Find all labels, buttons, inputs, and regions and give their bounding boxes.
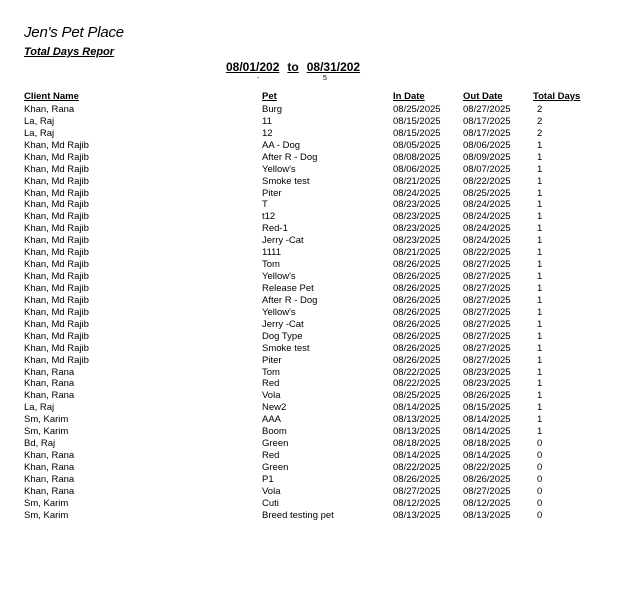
client-cell: Khan, Md Rajib [24, 247, 89, 259]
table-row [0, 355, 624, 367]
table-row [0, 378, 624, 390]
client-cell: Khan, Md Rajib [24, 271, 89, 282]
out-date-cell: 08/24/2025 [463, 211, 511, 223]
client-cell: Khan, Md Rajib [24, 342, 89, 354]
table-row [0, 402, 624, 414]
total-days-cell: 1 [537, 247, 543, 259]
in-date-cell: 08/26/2025 [393, 318, 441, 330]
client-cell: Khan, Md Rajib [24, 199, 89, 211]
out-date-cell: 08/27/2025 [463, 294, 511, 306]
table-row [0, 164, 624, 176]
out-date-cell: 08/27/2025 [463, 330, 511, 342]
client-cell: Sm, Karim [24, 497, 69, 509]
in-date-cell: 08/15/2025 [393, 115, 441, 127]
total-days-cell: 0 [537, 485, 543, 497]
total-days-cell: 1 [537, 366, 543, 378]
out-date-cell: 08/27/2025 [463, 306, 511, 318]
table-row [0, 247, 624, 259]
pet-cell: P1 [262, 473, 274, 485]
client-cell: Khan, Md Rajib [24, 259, 89, 271]
table-row [0, 271, 624, 283]
table-row [0, 486, 624, 498]
client-cell: La, Raj [24, 402, 55, 414]
out-date-cell: 08/27/2025 [463, 342, 511, 354]
pet-cell: Piter [262, 354, 282, 366]
in-date-cell: 08/23/2025 [393, 199, 441, 211]
total-days-cell: 1 [537, 306, 543, 318]
in-date-cell: 08/26/2025 [393, 330, 441, 342]
in-date-cell: 08/24/2025 [393, 187, 441, 199]
pet-cell: After R - Dog [262, 151, 318, 163]
client-cell: La, Raj [24, 115, 55, 127]
client-cell: Khan, Rana [24, 366, 75, 378]
out-date-cell: 08/17/2025 [463, 115, 511, 127]
out-date-cell: 08/27/2025 [463, 354, 511, 366]
pet-cell: Vola [262, 485, 281, 497]
pet-cell: Burg [262, 104, 283, 115]
out-date-cell: 08/27/2025 [463, 485, 511, 497]
in-date-cell: 08/25/2025 [393, 390, 441, 402]
pet-cell: Jerry -Cat [262, 235, 304, 247]
total-days-cell: 1 [537, 163, 543, 175]
total-days-cell: 2 [537, 104, 543, 115]
out-date-cell: 08/27/2025 [463, 104, 511, 115]
out-date-cell: 08/24/2025 [463, 223, 511, 235]
table-row [0, 498, 624, 510]
in-date-cell: 08/26/2025 [393, 342, 441, 354]
total-days-cell: 1 [537, 175, 543, 187]
total-days-cell: 1 [537, 271, 543, 282]
pet-cell: Tom [262, 366, 280, 378]
out-date-cell: 08/26/2025 [463, 473, 511, 485]
total-days-cell: 1 [537, 402, 543, 414]
header-total-days: Total Days [533, 91, 581, 102]
out-date-cell: 08/12/2025 [463, 497, 511, 509]
client-cell: Khan, Md Rajib [24, 223, 89, 235]
pet-cell: Tom [262, 259, 280, 271]
total-days-cell: 1 [537, 259, 543, 271]
out-date-cell: 08/14/2025 [463, 426, 511, 438]
in-date-cell: 08/26/2025 [393, 271, 441, 282]
table-row [0, 390, 624, 402]
in-date-cell: 08/26/2025 [393, 354, 441, 366]
out-date-cell: 08/25/2025 [463, 187, 511, 199]
total-days-cell: 0 [537, 438, 543, 449]
out-date-cell: 08/27/2025 [463, 259, 511, 271]
total-days-cell: 0 [537, 509, 543, 521]
out-date-cell: 08/26/2025 [463, 390, 511, 402]
table-row [0, 128, 624, 140]
out-date-cell: 08/23/2025 [463, 366, 511, 378]
table-row [0, 176, 624, 188]
client-cell: Khan, Md Rajib [24, 306, 89, 318]
table-row [0, 414, 624, 426]
out-date-cell: 08/07/2025 [463, 163, 511, 175]
client-cell: Khan, Rana [24, 390, 75, 402]
in-date-cell: 08/08/2025 [393, 151, 441, 163]
total-days-cell: 1 [537, 151, 543, 163]
out-date-cell: 08/22/2025 [463, 175, 511, 187]
pet-cell: Green [262, 438, 289, 449]
total-days-cell: 1 [537, 199, 543, 211]
total-days-cell: 0 [537, 497, 543, 509]
in-date-cell: 08/26/2025 [393, 282, 441, 294]
start-date: 08/01/202 [226, 60, 280, 74]
pet-cell: AA - Dog [262, 139, 301, 151]
table-row [0, 235, 624, 247]
total-days-cell: 1 [537, 414, 543, 426]
total-days-cell: 1 [537, 139, 543, 151]
out-date-cell: 08/14/2025 [463, 414, 511, 426]
out-date-cell: 08/24/2025 [463, 199, 511, 211]
total-days-cell: 1 [537, 342, 543, 354]
table-row [0, 295, 624, 307]
client-cell: Khan, Rana [24, 461, 75, 473]
start-date-fragment: - [257, 75, 260, 82]
table-row [0, 307, 624, 319]
client-cell: Khan, Md Rajib [24, 163, 89, 175]
in-date-cell: 08/23/2025 [393, 211, 441, 223]
table-row [0, 474, 624, 486]
in-date-cell: 08/21/2025 [393, 175, 441, 187]
table-row [0, 211, 624, 223]
total-days-cell: 1 [537, 223, 543, 235]
total-days-cell: 2 [537, 127, 543, 139]
pet-cell: Smoke test [262, 175, 310, 187]
total-days-cell: 1 [537, 390, 543, 402]
pet-cell: 11 [262, 115, 272, 127]
pet-cell: Release Pet [262, 282, 314, 294]
company-name: Jen's Pet Place [24, 24, 124, 41]
pet-cell: Yellow's [262, 163, 296, 175]
table-row [0, 450, 624, 462]
total-days-cell: 1 [537, 211, 543, 223]
out-date-cell: 08/22/2025 [463, 461, 511, 473]
out-date-cell: 08/17/2025 [463, 127, 511, 139]
total-days-cell: 1 [537, 318, 543, 330]
in-date-cell: 08/13/2025 [393, 426, 441, 438]
pet-cell: 12 [262, 127, 273, 139]
total-days-cell: 0 [537, 473, 543, 485]
client-cell: Khan, Rana [24, 104, 75, 115]
in-date-cell: 08/26/2025 [393, 473, 441, 485]
pet-cell: Vola [262, 390, 281, 402]
in-date-cell: 08/26/2025 [393, 306, 441, 318]
pet-cell: Green [262, 461, 289, 473]
client-cell: Khan, Md Rajib [24, 330, 89, 342]
client-cell: Khan, Rana [24, 473, 75, 485]
client-cell: Sm, Karim [24, 509, 69, 521]
header-in-date: In Date [393, 91, 425, 102]
pet-cell: AAA [262, 414, 282, 426]
in-date-cell: 08/23/2025 [393, 235, 441, 247]
table-header [0, 91, 624, 103]
total-days-cell: 0 [537, 461, 543, 473]
table-row [0, 510, 624, 522]
in-date-cell: 08/18/2025 [393, 438, 441, 449]
out-date-cell: 08/27/2025 [463, 271, 511, 282]
pet-cell: Red [262, 450, 280, 461]
in-date-cell: 08/26/2025 [393, 259, 441, 271]
client-cell: Khan, Md Rajib [24, 151, 89, 163]
total-days-cell: 1 [537, 378, 543, 390]
pet-cell: Dog Type [262, 330, 303, 342]
in-date-cell: 08/12/2025 [393, 497, 441, 509]
in-date-cell: 08/23/2025 [393, 223, 441, 235]
pet-cell: T [262, 199, 268, 211]
total-days-cell: 1 [537, 426, 543, 438]
in-date-cell: 08/27/2025 [393, 485, 441, 497]
client-cell: Khan, Md Rajib [24, 139, 89, 151]
client-cell: Sm, Karim [24, 414, 69, 426]
in-date-cell: 08/22/2025 [393, 378, 441, 390]
total-days-cell: 1 [537, 354, 543, 366]
table-row [0, 283, 624, 295]
header-out-date: Out Date [463, 91, 503, 102]
in-date-cell: 08/22/2025 [393, 461, 441, 473]
in-date-cell: 08/06/2025 [393, 163, 441, 175]
total-days-cell: 1 [537, 330, 543, 342]
in-date-cell: 08/25/2025 [393, 104, 441, 115]
in-date-cell: 08/26/2025 [393, 294, 441, 306]
total-days-cell: 1 [537, 187, 543, 199]
header-pet: Pet [262, 91, 277, 102]
out-date-cell: 08/09/2025 [463, 151, 511, 163]
out-date-cell: 08/23/2025 [463, 378, 511, 390]
pet-cell: Jerry -Cat [262, 318, 304, 330]
client-cell: Khan, Rana [24, 450, 75, 461]
client-cell: Bd, Raj [24, 438, 56, 449]
out-date-cell: 08/06/2025 [463, 139, 511, 151]
header-client-name: Client Name [24, 91, 79, 102]
date-range [226, 60, 360, 74]
table-row [0, 462, 624, 474]
pet-cell: 1111 [262, 247, 282, 259]
pet-cell: Piter [262, 187, 282, 199]
in-date-cell: 08/13/2025 [393, 509, 441, 521]
out-date-cell: 08/14/2025 [463, 450, 511, 461]
table-row [0, 367, 624, 379]
pet-cell: Cuti [262, 497, 279, 509]
pet-cell: Breed testing pet [262, 509, 334, 521]
table-row [0, 104, 624, 116]
out-date-cell: 08/15/2025 [463, 402, 511, 414]
out-date-cell: 08/22/2025 [463, 247, 511, 259]
out-date-cell: 08/13/2025 [463, 509, 511, 521]
table-row [0, 438, 624, 450]
in-date-cell: 08/05/2025 [393, 139, 441, 151]
table-row [0, 140, 624, 152]
pet-cell: Yellow's [262, 306, 296, 318]
client-cell: Khan, Rana [24, 485, 75, 497]
out-date-cell: 08/18/2025 [463, 438, 511, 449]
client-cell: Khan, Md Rajib [24, 187, 89, 199]
table-row [0, 223, 624, 235]
pet-cell: Red [262, 378, 280, 390]
pet-cell: Yellow's [262, 271, 296, 282]
pet-cell: New2 [262, 402, 287, 414]
client-cell: Khan, Md Rajib [24, 354, 89, 366]
report-title: Total Days Repor [24, 46, 115, 58]
client-cell: Khan, Md Rajib [24, 318, 89, 330]
end-date: 08/31/202 [306, 60, 361, 74]
table-row [0, 331, 624, 343]
client-cell: Khan, Md Rajib [24, 282, 89, 294]
pet-cell: Boom [262, 426, 287, 438]
total-days-cell: 2 [537, 115, 543, 127]
in-date-cell: 08/14/2025 [393, 450, 441, 461]
out-date-cell: 08/27/2025 [463, 318, 511, 330]
pet-cell: Smoke test [262, 342, 310, 354]
table-row [0, 188, 624, 200]
table-row [0, 199, 624, 211]
client-cell: La, Raj [24, 127, 55, 139]
in-date-cell: 08/22/2025 [393, 366, 441, 378]
table-row [0, 152, 624, 164]
pet-cell: Red-1 [262, 223, 288, 235]
in-date-cell: 08/15/2025 [393, 127, 441, 139]
table-row [0, 426, 624, 438]
client-cell: Khan, Md Rajib [24, 211, 89, 223]
client-cell: Khan, Rana [24, 378, 75, 390]
client-cell: Khan, Md Rajib [24, 294, 89, 306]
client-cell: Khan, Md Rajib [24, 235, 89, 247]
in-date-cell: 08/14/2025 [393, 402, 441, 414]
to-label: to [287, 60, 299, 74]
total-days-cell: 1 [537, 282, 543, 294]
table-row [0, 116, 624, 128]
out-date-cell: 08/27/2025 [463, 282, 511, 294]
client-cell: Sm, Karim [24, 426, 69, 438]
table-row [0, 319, 624, 331]
table-row [0, 259, 624, 271]
end-date-fragment: 5 [323, 75, 327, 82]
pet-cell: t12 [262, 211, 276, 223]
in-date-cell: 08/21/2025 [393, 247, 441, 259]
total-days-cell: 0 [537, 450, 543, 461]
pet-cell: After R - Dog [262, 294, 318, 306]
total-days-cell: 1 [537, 294, 543, 306]
table-row [0, 343, 624, 355]
client-cell: Khan, Md Rajib [24, 175, 89, 187]
total-days-cell: 1 [537, 235, 543, 247]
in-date-cell: 08/13/2025 [393, 414, 441, 426]
out-date-cell: 08/24/2025 [463, 235, 511, 247]
